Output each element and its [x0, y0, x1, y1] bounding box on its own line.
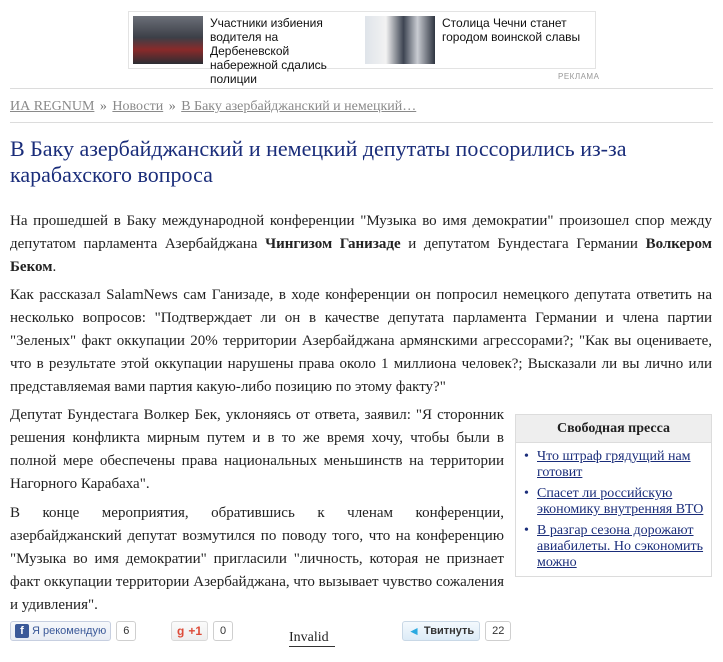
- sidebar-list-item: [524, 486, 705, 518]
- sidebar-list-item: [524, 523, 705, 571]
- invalid-widget-text: Invalid: [289, 630, 329, 645]
- sidebar-link-3[interactable]: В разгар сезона дорожают авиабилеты. Но сэкономить можно: [537, 523, 704, 570]
- facebook-icon: f: [15, 624, 29, 638]
- paragraph-text: и депутатом Бундестага Германии: [400, 236, 646, 252]
- google-plus-share: [171, 621, 233, 643]
- twitter-count: 22: [485, 621, 511, 641]
- ad-item-1-text[interactable]: Участники избиения водителя на Дербеневской набережной сдались полиции: [210, 16, 327, 86]
- breadcrumb-root-link[interactable]: ИА REGNUM: [10, 99, 95, 114]
- free-press-sidebar: [515, 414, 712, 577]
- ad-thumbnail-meeting[interactable]: [365, 16, 435, 64]
- twitter-share: [402, 621, 511, 643]
- tweet-button-label: Твитнуть: [423, 625, 475, 637]
- article-paragraph-1: [10, 210, 712, 279]
- person-name-ganizade: Чингизом Ганизаде: [265, 236, 401, 252]
- divider: [10, 88, 713, 89]
- breadcrumb-current-link[interactable]: В Баку азербайджанский и немецкий…: [181, 99, 417, 114]
- breadcrumb-separator: »: [99, 99, 107, 114]
- breadcrumb-separator: »: [168, 99, 176, 114]
- person-name-beck: Волкером Беком: [10, 236, 712, 275]
- ad-thumbnail-cars[interactable]: [133, 16, 203, 64]
- google-plus-label: +1: [188, 624, 203, 638]
- article-paragraph-3: Депутат Бундестага Волкер Бек, уклоняясь от ответа, заявил: "Я сторонник решения конфликта мирным путем и в то же время хочу, чтобы были в полной мере обеспечены права национальных меньшинств на территории Нагорного Карабаха".: [10, 407, 504, 492]
- divider: [10, 122, 713, 123]
- facebook-share: [10, 621, 136, 643]
- sidebar-link-2[interactable]: Спасет ли российскую экономику внутренняя ВТО: [537, 486, 704, 517]
- facebook-count: 6: [116, 621, 136, 641]
- tweet-button[interactable]: [402, 621, 480, 641]
- google-plus-icon: g: [177, 624, 185, 638]
- breadcrumb-news-link[interactable]: Новости: [112, 99, 164, 114]
- article-title: В Баку азербайджанский и немецкий депутаты поссорились из-за карабахского вопроса: [10, 136, 627, 187]
- paragraph-text: На прошедшей в Баку международной конференции "Музыка во имя демократии" произошел спор между депутатом парламента Азербайджана: [10, 213, 712, 252]
- google-plus-button[interactable]: [171, 621, 208, 641]
- ad-item-2-text[interactable]: Столица Чечни станет городом воинской славы: [442, 16, 581, 44]
- article-paragraph-4: В конце мероприятия, обратившись к членам конференции, азербайджанский депутат возмутился по поводу того, что на конференцию "Музыка во имя демократии" пригласили "личность, которая не признает факт оккупации территории Азербайджана, что вызывает чувство сожаления и удивления".: [10, 505, 504, 613]
- divider: [289, 646, 335, 647]
- ad-item-2[interactable]: [365, 16, 602, 64]
- sidebar-list-item: [524, 449, 705, 481]
- google-plus-count: 0: [213, 621, 233, 641]
- article-paragraph-2: Как рассказал SalamNews сам Ганизаде, в ходе конференции он попросил немецкого депутата ответить на несколько вопросов: "Подтверждает ли он в качестве депутата парламента Германии и члена партии "Зеленых" факт оккупации 20% территории Азербайджана армянскими агрессорами?; "Как вы оцениваете, что в результате этой оккупации нарушены права около 1 миллиона человек?; Высказали ли вы лично или представляемая вами партия какую-либо позицию по этому факту?": [10, 287, 712, 395]
- facebook-button-label: Я рекомендую: [32, 625, 107, 637]
- sidebar-link-1[interactable]: Что штраф грядущий нам готовит: [537, 449, 691, 480]
- ad-label: РЕКЛАМА: [558, 72, 600, 81]
- facebook-recommend-button[interactable]: [10, 621, 111, 641]
- sidebar-list: [516, 443, 711, 571]
- breadcrumb: [10, 99, 416, 115]
- paragraph-text: .: [52, 259, 57, 275]
- ad-item-1[interactable]: [133, 16, 360, 86]
- twitter-bird-icon: ◄: [408, 624, 420, 638]
- sidebar-title: Свободная пресса: [516, 415, 711, 443]
